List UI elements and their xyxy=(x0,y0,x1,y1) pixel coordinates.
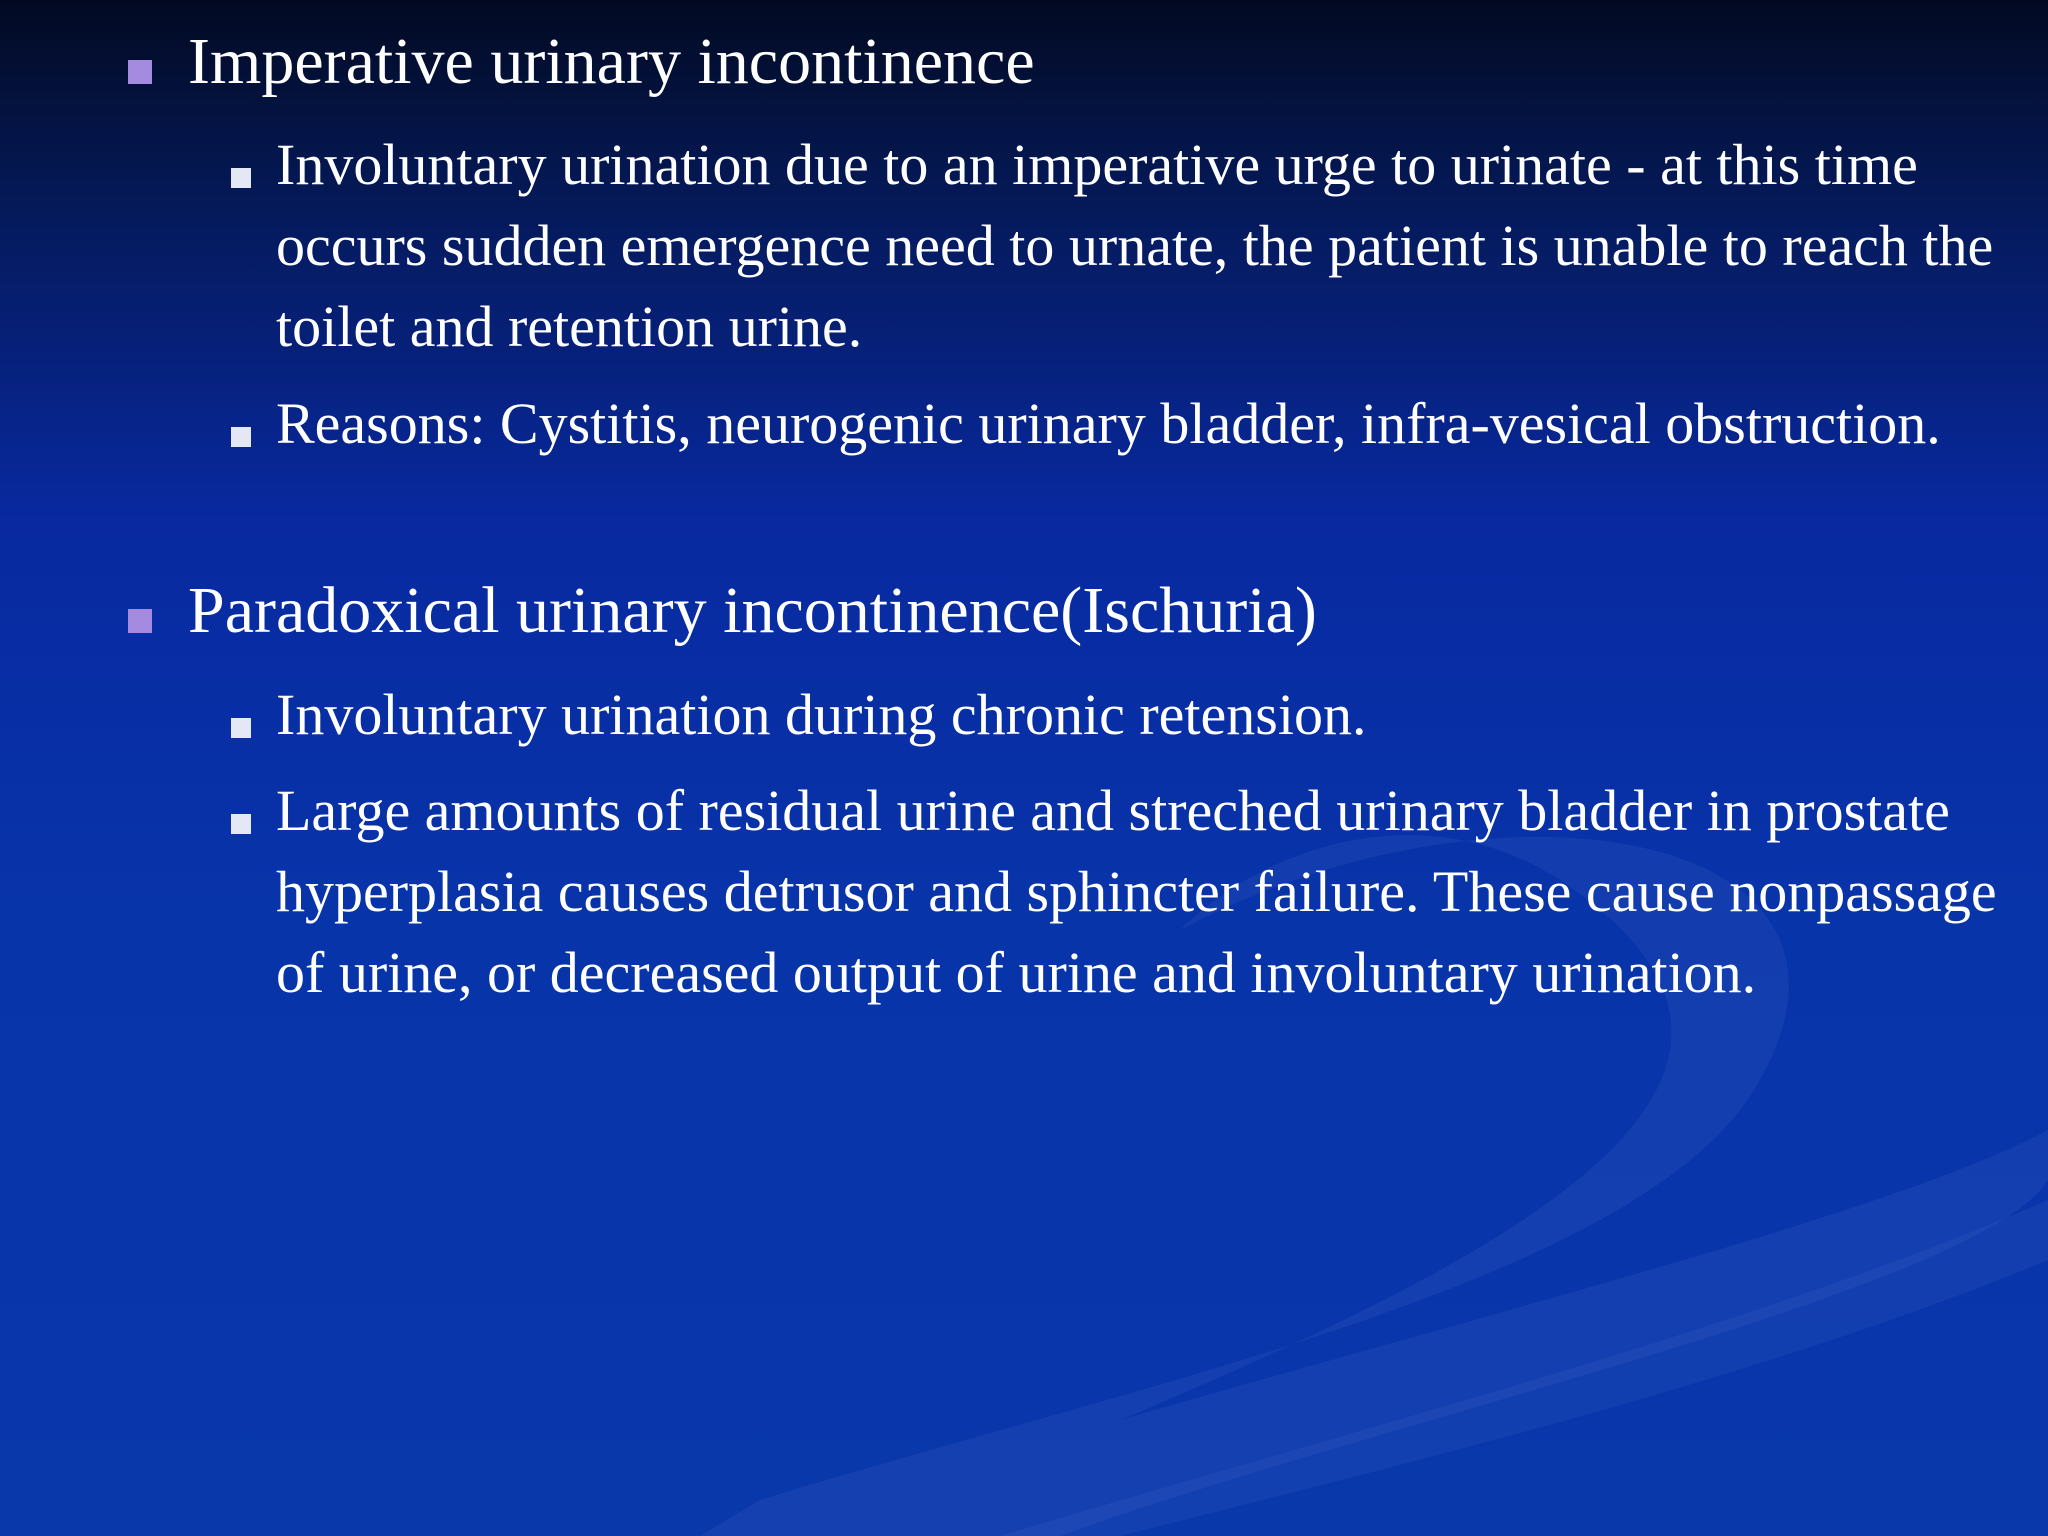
bullet-text: Reasons: Cystitis, neurogenic urinary bladder, infra-vesical obstruction. xyxy=(276,391,1941,456)
bullet-text: Imperative urinary incontinence xyxy=(188,25,1035,98)
bullet-text: Paradoxical urinary incontinence(Ischuria) xyxy=(188,574,1317,647)
bullet-text: Large amounts of residual urine and streched urinary bladder in prostate hyperplasia causes detrusor and sphincter failure. These cause nonpassage of urine, or decreased output of urine and involuntary urination. xyxy=(276,778,1997,1005)
square-bullet-icon xyxy=(231,814,251,834)
square-bullet-icon xyxy=(128,60,152,84)
square-bullet-icon xyxy=(231,427,251,447)
bullet-text: Involuntary urination due to an imperative urge to urinate - at this time occurs sudden emergence need to urnate, the patient is unable to reach the toilet and retention urine. xyxy=(276,132,1994,359)
subbullet-imperative-reasons xyxy=(276,383,2036,464)
bullet-text: Involuntary urination during chronic retension. xyxy=(276,682,1367,747)
square-bullet-icon xyxy=(231,718,251,738)
square-bullet-icon xyxy=(128,609,152,633)
square-bullet-icon xyxy=(231,168,251,188)
bullet-paradoxical-incontinence xyxy=(188,570,2028,652)
subbullet-imperative-definition xyxy=(276,124,2036,367)
subbullet-paradoxical-definition xyxy=(276,674,2036,755)
bullet-imperative-incontinence xyxy=(188,21,2028,103)
subbullet-paradoxical-mechanism xyxy=(276,770,2036,1013)
